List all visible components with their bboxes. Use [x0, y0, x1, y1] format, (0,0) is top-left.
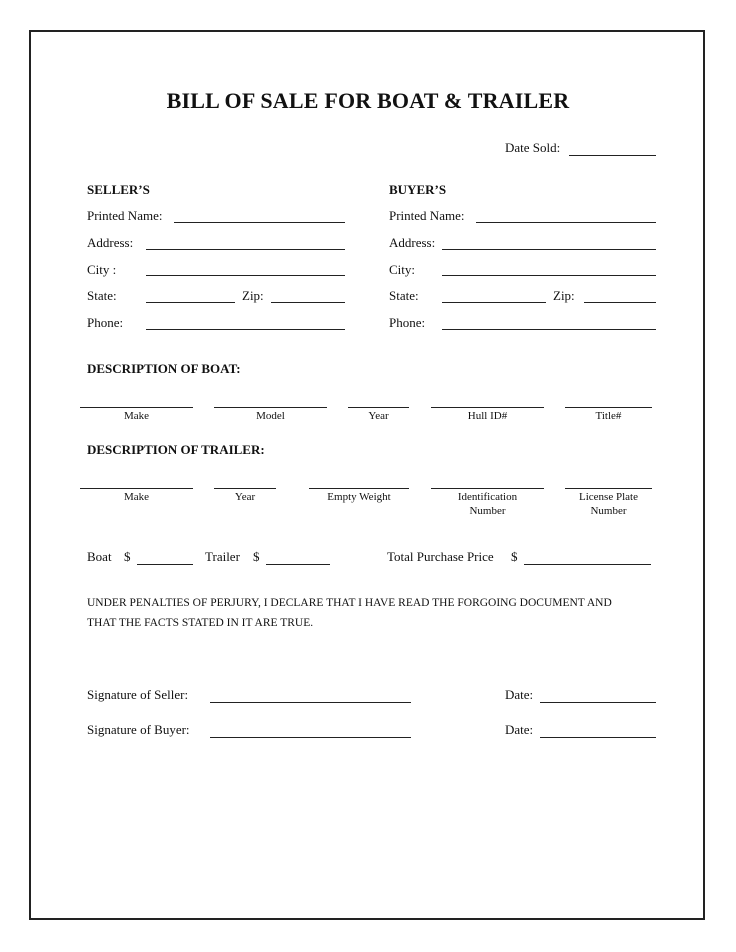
trailer-identification-caption: Identification: [457, 491, 518, 503]
buyer-phone-field[interactable]: [442, 329, 656, 330]
total-price-field[interactable]: [524, 564, 651, 565]
boat-model-field[interactable]: [214, 407, 327, 408]
trailer-license-plate-field[interactable]: [565, 488, 652, 489]
boat-description-heading: DESCRIPTION OF BOAT:: [87, 361, 241, 376]
trailer-make-caption: Make: [123, 491, 150, 503]
buyer-zip-field[interactable]: [584, 302, 656, 303]
seller-signature-label: Signature of Seller:: [87, 687, 189, 702]
seller-phone-field[interactable]: [146, 329, 345, 330]
buyer-heading: BUYER’S: [389, 182, 447, 197]
trailer-description-heading: DESCRIPTION OF TRAILER:: [87, 442, 265, 457]
seller-state-label: State:: [87, 288, 117, 303]
buyer-city-label: City:: [389, 262, 416, 277]
seller-printed-name-field[interactable]: [174, 222, 345, 223]
seller-address-field[interactable]: [146, 249, 345, 250]
boat-hull-id-caption: Hull ID#: [467, 410, 508, 422]
buyer-address-field[interactable]: [442, 249, 656, 250]
boat-model-caption: Model: [256, 410, 285, 422]
boat-year-caption: Year: [368, 410, 389, 422]
buyer-printed-name-label: Printed Name:: [389, 208, 465, 223]
boat-hull-id-field[interactable]: [431, 407, 544, 408]
seller-state-field[interactable]: [146, 302, 235, 303]
buyer-date-label: Date:: [505, 722, 534, 737]
seller-heading: SELLER’S: [87, 182, 150, 197]
buyer-printed-name-field[interactable]: [476, 222, 656, 223]
boat-price-field[interactable]: [137, 564, 193, 565]
trailer-price-field[interactable]: [266, 564, 330, 565]
seller-address-label: Address:: [87, 235, 134, 250]
seller-signature-field[interactable]: [210, 702, 411, 703]
seller-date-field[interactable]: [540, 702, 656, 703]
trailer-license-plate-number-caption: Number: [590, 505, 627, 517]
trailer-year-field[interactable]: [214, 488, 276, 489]
buyer-state-field[interactable]: [442, 302, 546, 303]
total-price-label: Total Purchase Price: [387, 549, 494, 564]
seller-zip-label: Zip:: [242, 288, 264, 303]
date-sold-label: Date Sold:: [505, 140, 561, 155]
buyer-state-label: State:: [389, 288, 419, 303]
declaration-line-1: UNDER PENALTIES OF PERJURY, I DECLARE THAT I HAVE READ THE FORGOING DOCUMENT AND: [87, 597, 612, 609]
buyer-zip-label: Zip:: [553, 288, 575, 303]
seller-city-label: City :: [87, 262, 117, 277]
boat-price-label: Boat: [87, 549, 112, 564]
buyer-phone-label: Phone:: [389, 315, 426, 330]
boat-price-currency: $: [124, 549, 131, 564]
seller-city-field[interactable]: [146, 275, 345, 276]
total-price-currency: $: [511, 549, 518, 564]
buyer-city-field[interactable]: [442, 275, 656, 276]
trailer-identification-number-caption: Number: [469, 505, 506, 517]
seller-date-label: Date:: [505, 687, 534, 702]
date-sold-field[interactable]: [569, 155, 656, 156]
trailer-identification-number-field[interactable]: [431, 488, 544, 489]
trailer-year-caption: Year: [234, 491, 256, 503]
trailer-empty-weight-field[interactable]: [309, 488, 409, 489]
boat-year-field[interactable]: [348, 407, 409, 408]
trailer-price-label: Trailer: [205, 549, 240, 564]
trailer-empty-weight-caption: Empty Weight: [327, 491, 391, 503]
document-title: BILL OF SALE FOR BOAT & TRAILER: [166, 88, 570, 113]
buyer-signature-field[interactable]: [210, 737, 411, 738]
boat-title-field[interactable]: [565, 407, 652, 408]
trailer-make-field[interactable]: [80, 488, 193, 489]
trailer-license-plate-caption: License Plate: [579, 491, 638, 503]
boat-title-caption: Title#: [595, 410, 622, 422]
seller-phone-label: Phone:: [87, 315, 124, 330]
boat-make-field[interactable]: [80, 407, 193, 408]
buyer-address-label: Address:: [389, 235, 436, 250]
seller-printed-name-label: Printed Name:: [87, 208, 163, 223]
seller-zip-field[interactable]: [271, 302, 345, 303]
boat-make-caption: Make: [123, 410, 150, 422]
declaration-line-2: THAT THE FACTS STATED IN IT ARE TRUE.: [87, 617, 314, 629]
trailer-price-currency: $: [253, 549, 260, 564]
document-border: [29, 30, 705, 920]
buyer-date-field[interactable]: [540, 737, 656, 738]
buyer-signature-label: Signature of Buyer:: [87, 722, 190, 737]
